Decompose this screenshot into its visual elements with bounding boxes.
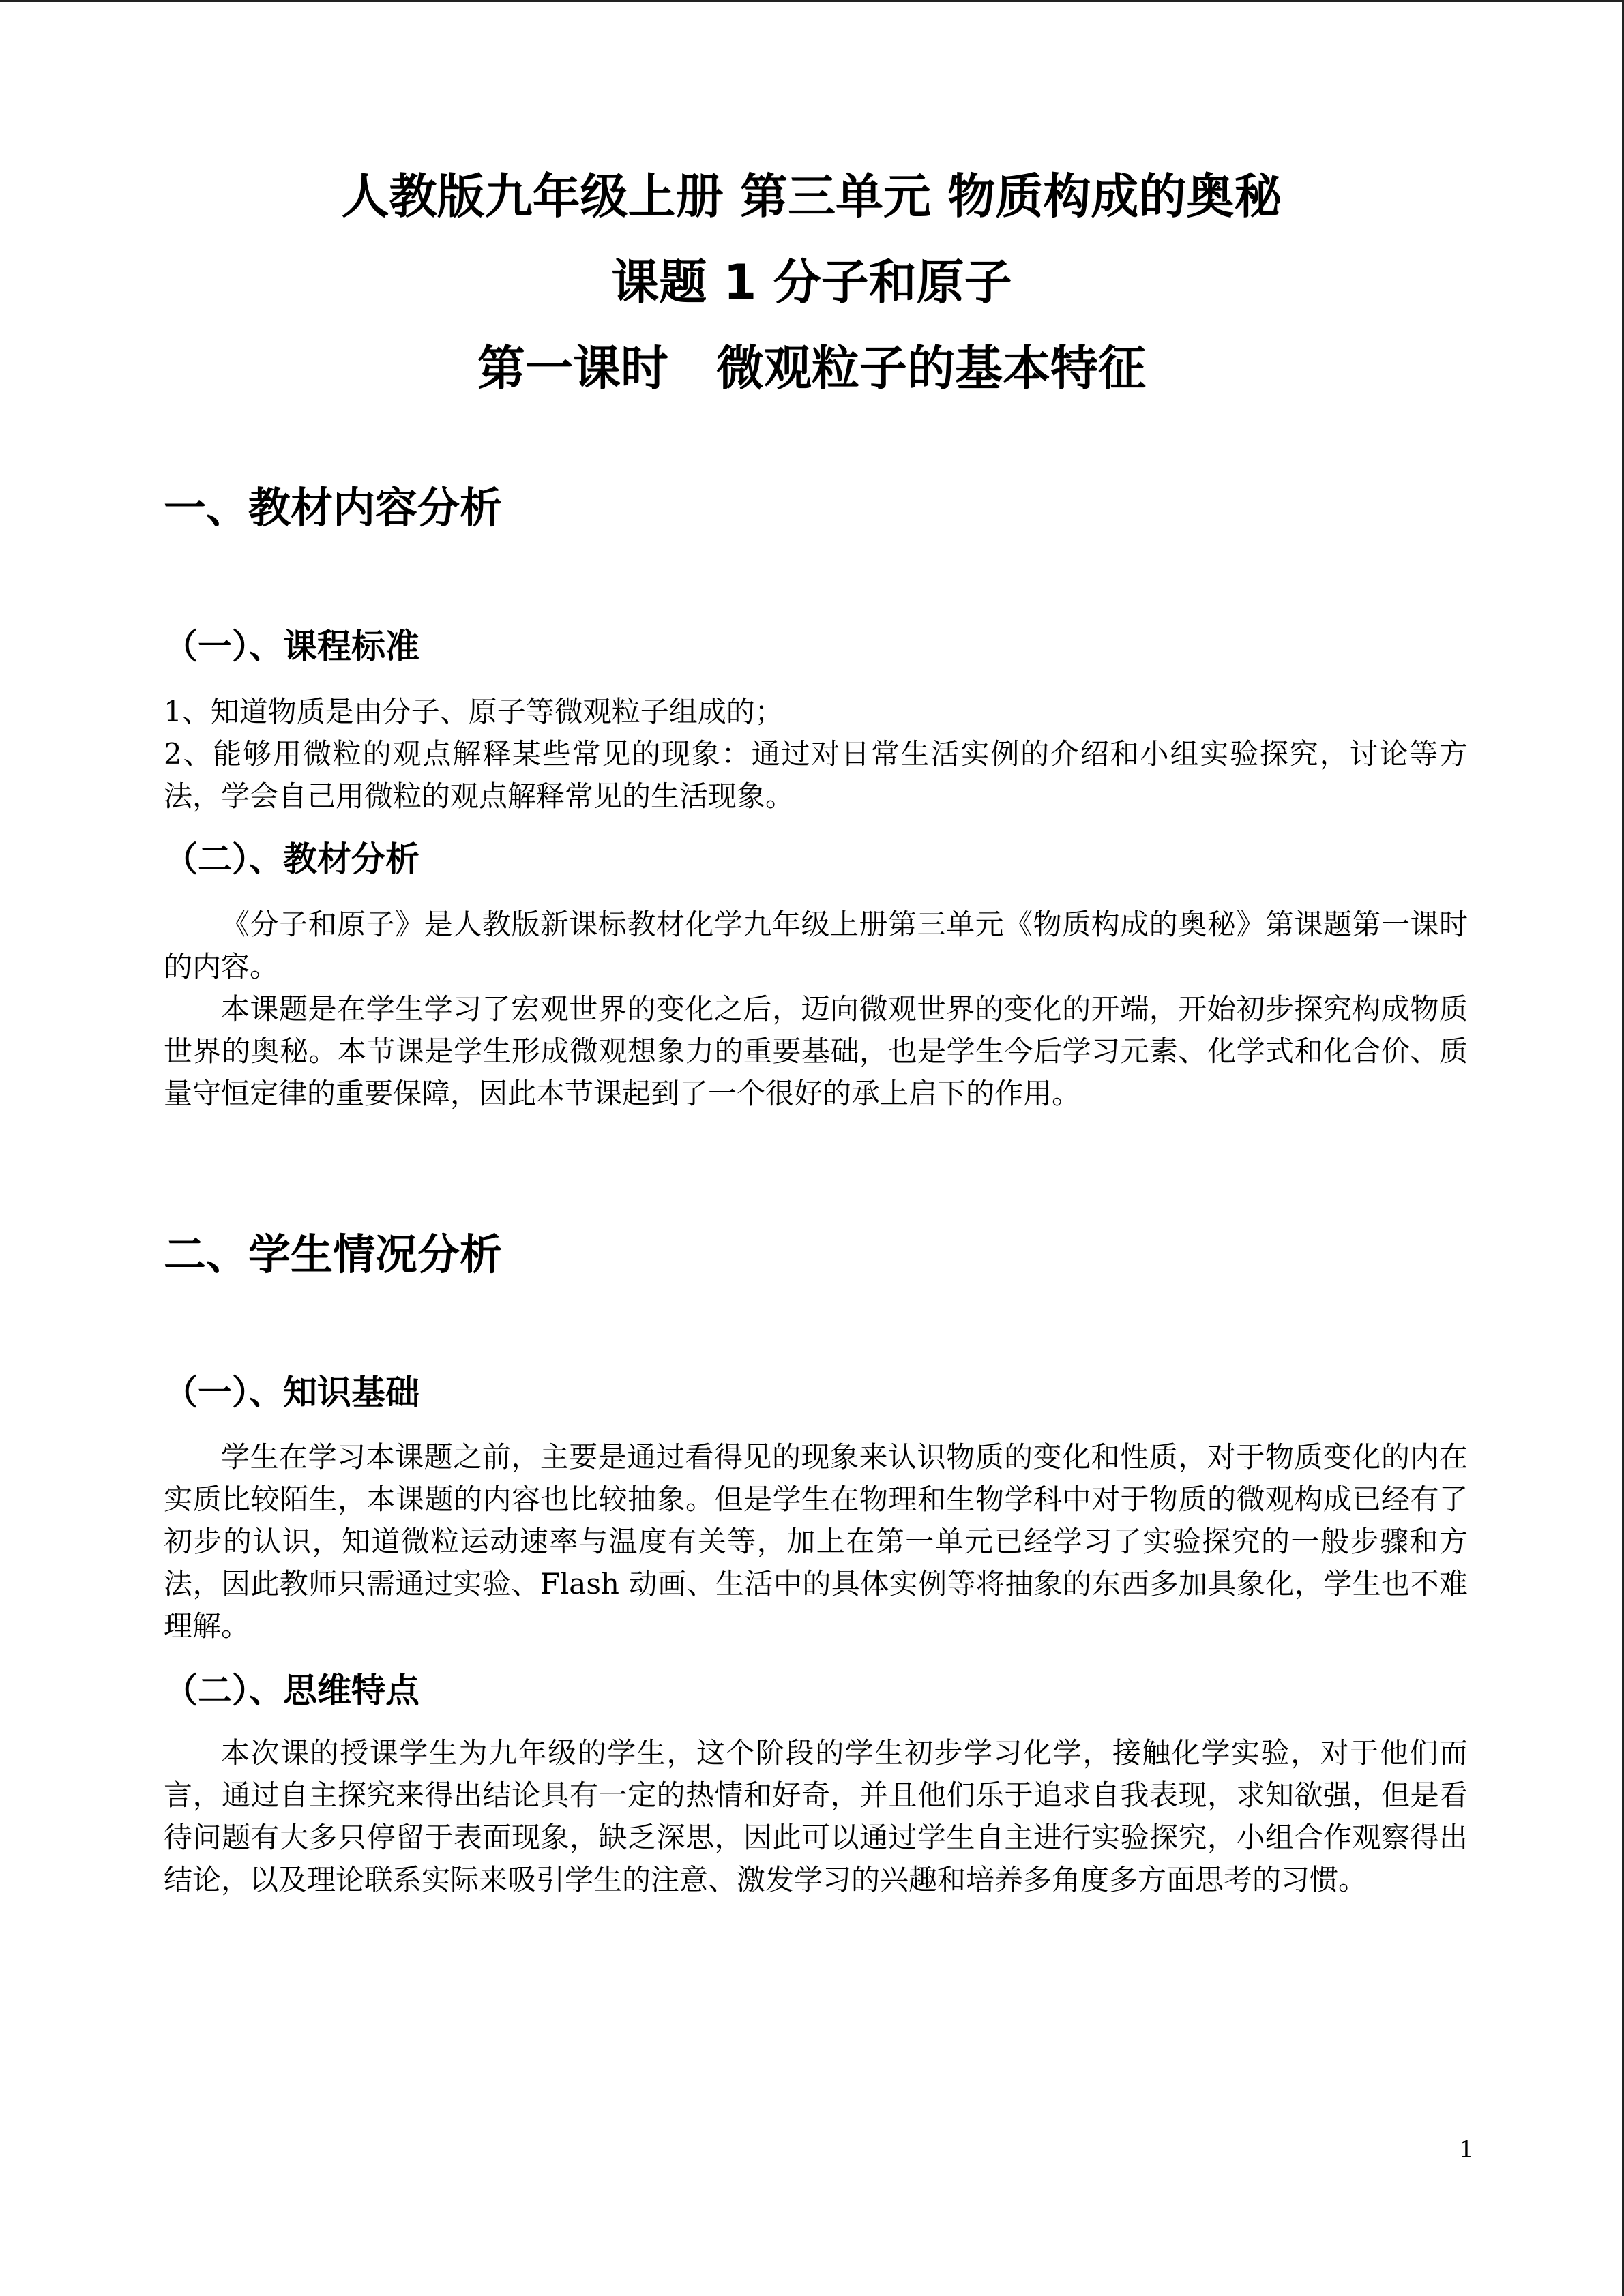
textbook-analysis-paragraph-2: 本课题是在学生学习了宏观世界的变化之后，迈向微观世界的变化的开端，开始初步探究构成物质世界的奥秘。本节课是学生形成微观想象力的重要基础，也是学生今后学习元素、化学式和化合价、质量守恒定律的重要保障，因此本节课起到了一个很好的承上启下的作用。	[164, 992, 1468, 1110]
standard-item-2: 2、能够用微粒的观点解释某些常见的现象：通过对日常生活实例的介绍和小组实验探究，讨论等方法，学会自己用微粒的观点解释常见的生活现象。	[164, 737, 1468, 813]
title-line-1: 人教版九年级上册 第三单元 物质构成的奥秘	[341, 168, 1282, 224]
textbook-analysis-paragraph-1: 《分子和原子》是人教版新课标教材化学九年级上册第三单元《物质构成的奥秘》第课题第一课时的内容。	[164, 908, 1468, 983]
thinking-characteristics-paragraph: 本次课的授课学生为九年级的学生，这个阶段的学生初步学习化学，接触化学实验，对于他们而言，通过自主探究来得出结论具有一定的热情和好奇，并且他们乐于追求自我表现，求知欲强，但是看待问题有大多只停留于表面现象，缺乏深思，因此可以通过学生自主进行实验探究，小组合作观察得出结论，以及理论联系实际来吸引学生的注意、激发学习的兴趣和培养多角度多方面思考的习惯。	[164, 1736, 1468, 1896]
section-1-sub-1-body	[164, 691, 1468, 818]
section-2-heading: 二、学生情况分析	[164, 1229, 503, 1279]
knowledge-basis-paragraph: 学生在学习本课题之前，主要是通过看得见的现象来认识物质的变化和性质，对于物质变化的内在实质比较陌生，本课题的内容也比较抽象。但是学生在物理和生物学科中对于物质的微观构成已经有了初步的认识，知道微粒运动速率与温度有关等，加上在第一单元已经学习了实验探究的一般步骤和方法，因此教师只需通过实验、Flash 动画、生活中的具体实例等将抽象的东西多加具象化，学生也不难理解。	[164, 1440, 1468, 1643]
title-line-2: 课题 1 分子和原子	[611, 254, 1012, 310]
page-number: 1	[1459, 2136, 1474, 2163]
title-line-3: 第一课时 微观粒子的基本特征	[477, 340, 1146, 396]
section-1-heading: 一、教材内容分析	[164, 483, 503, 533]
section-2-sub-2-heading: （二）、思维特点	[164, 1671, 419, 1710]
section-2-sub-1-heading: （一）、知识基础	[164, 1373, 419, 1412]
section-2-sub-1-body	[164, 1436, 1468, 1648]
page-border-top	[0, 0, 1624, 2]
section-1-sub-2-heading: （二）、教材分析	[164, 839, 419, 879]
section-1-sub-2-body	[164, 904, 1468, 1115]
standard-item-1: 1、知道物质是由分子、原子等微观粒子组成的；	[164, 695, 784, 728]
section-2-sub-2-body	[164, 1732, 1468, 1901]
section-1-sub-1-heading: （一）、课程标准	[164, 627, 419, 666]
